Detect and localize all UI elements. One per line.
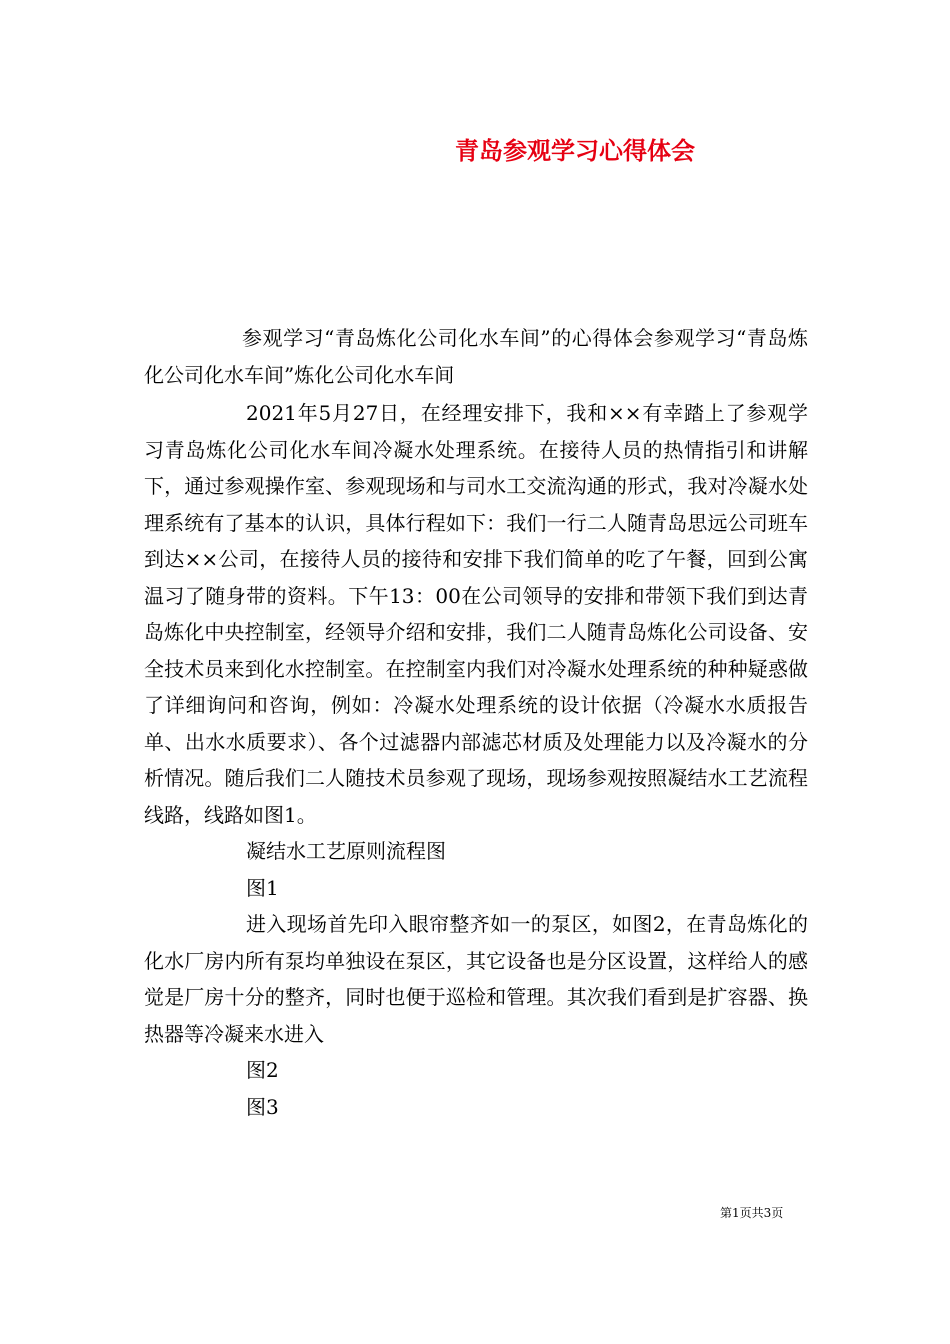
visit-paragraph: 2021年5月27日，在经理安排下，我和××有幸踏上了参观学习青岛炼化公司化水车间冷凝水处理系统。在接待人员的热情指引和讲解下，通过参观操作室、参观现场和与司水工交流沟通的形式，我对冷凝水处理系统有了基本的认识，具体行程如下：我们一行二人随青岛思远公司班车到达××公司，在接待人员的接待和安排下我们简单的吃了午餐，回到公寓温习了随身带的资料。下午13：00在公司领导的安排和带领下我们到达青岛炼化中央控制室，经领导介绍和安排，我们二人随青岛炼化公司设备、安全技术员来到化水控制室。在控制室内我们对冷凝水处理系统的种种疑惑做了详细询问和咨询，例如：冷凝水处理系统的设计依据（冷凝水水质报告单、出水水质要求）、各个过滤器内部滤芯材质及处理能力以及冷凝水的分析情况。随后我们二人随技术员参观了现场，现场参观按照凝结水工艺流程线路，线路如图1。 <box>144 401 808 827</box>
document-title <box>0 134 950 168</box>
figure-2-caption: 图2 <box>246 1058 279 1082</box>
flow-chart-caption: 凝结水工艺原则流程图 <box>246 839 446 863</box>
intro-paragraph: 参观学习“青岛炼化公司化水车间”的心得体会参观学习“青岛炼化公司化水车间”炼化公司化水车间 <box>144 326 808 387</box>
figure-1-caption: 图1 <box>246 875 279 900</box>
document-body <box>144 320 808 1125</box>
document-title-text: 青岛参观学习心得体会 <box>455 136 695 165</box>
figure-3-caption: 图3 <box>246 1094 279 1119</box>
page-footer: 第1页共3页 <box>720 1206 784 1220</box>
pump-area-paragraph: 进入现场首先印入眼帘整齐如一的泵区，如图2，在青岛炼化的化水厂房内所有泵均单独设在泵区，其它设备也是分区设置，这样给人的感觉是厂房十分的整齐，同时也便于巡检和管理。其次我们看到是扩容器、换热器等冷凝来水进入 <box>144 912 808 1046</box>
